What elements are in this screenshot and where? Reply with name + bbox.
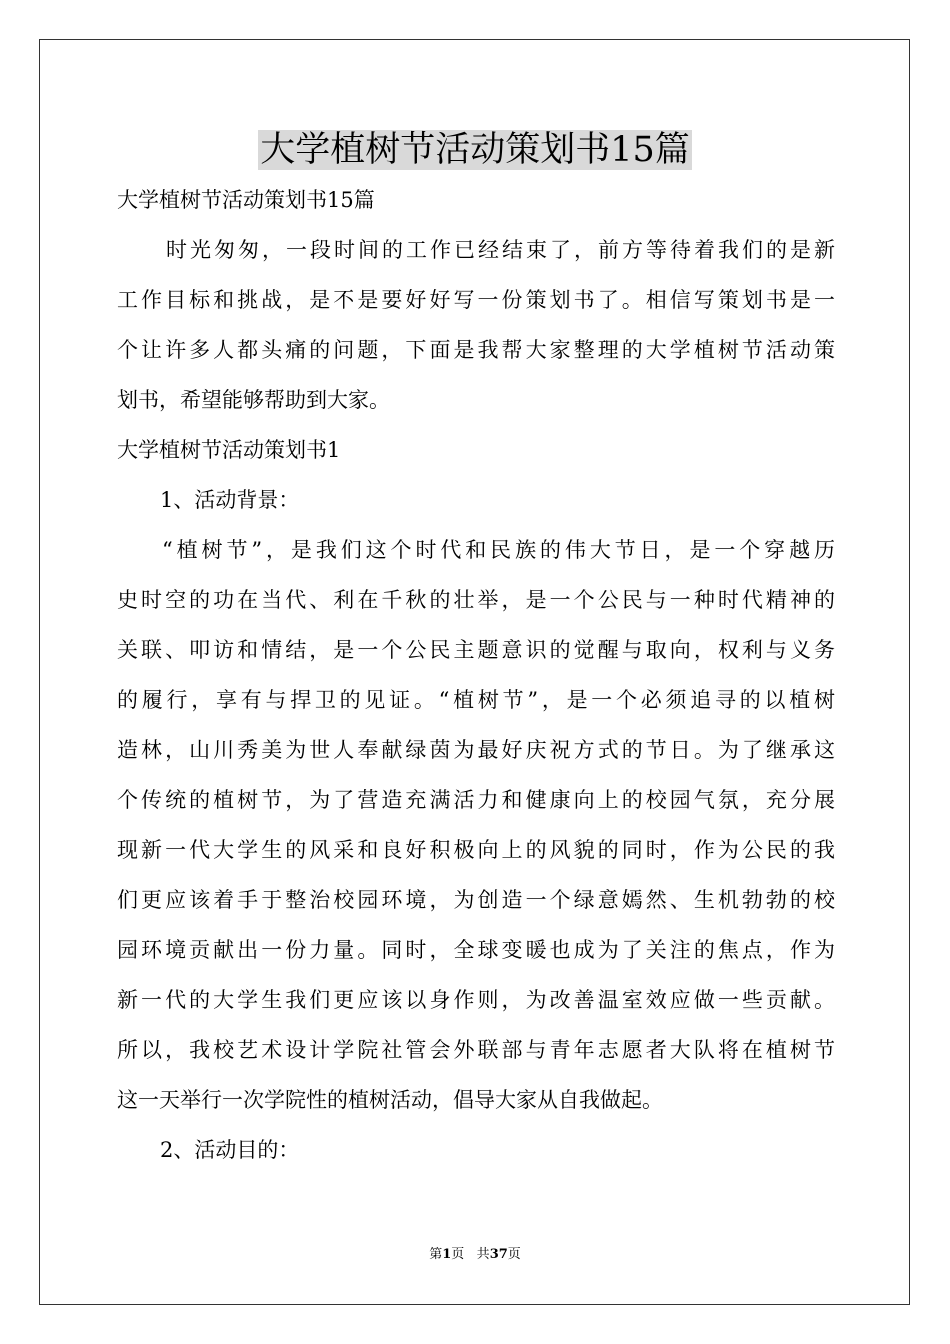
intro-line-4: 划书，希望能够帮助到大家。 xyxy=(117,388,390,412)
intro-line-3: 个让许多人都头痛的问题，下面是我帮大家整理的大学植树节活动策 xyxy=(117,338,835,362)
footer-total-suffix: 页 xyxy=(507,1247,521,1262)
page-footer xyxy=(0,1246,950,1264)
footer-page-prefix: 第 xyxy=(429,1247,443,1262)
body-line-9: 园环境贡献出一份力量。同时，全球变暖也成为了关注的焦点，作为 xyxy=(117,938,835,962)
intro-line-2: 工作目标和挑战，是不是要好好写一份策划书了。相信写策划书是一 xyxy=(117,288,835,312)
document-title xyxy=(0,125,950,175)
footer-total-pages: 37 xyxy=(489,1247,508,1262)
intro-line-1: 时光匆匆，一段时间的工作已经结束了，前方等待着我们的是新 xyxy=(166,238,835,262)
item2-heading: 2、活动目的： xyxy=(160,1138,300,1162)
body-line-7: 现新一代大学生的风采和良好积极向上的风貌的同时，作为公民的我 xyxy=(117,838,835,862)
page-border xyxy=(39,39,910,1305)
body-line-8: 们更应该着手于整治校园环境，为创造一个绿意嫣然、生机勃勃的校 xyxy=(117,888,835,912)
footer-page-number: 1 xyxy=(442,1247,452,1262)
body-line-10: 新一代的大学生我们更应该以身作则，为改善温室效应做一些贡献。 xyxy=(117,988,835,1012)
body-line-2: 史时空的功在当代、利在千秋的壮举，是一个公民与一种时代精神的 xyxy=(117,588,835,612)
footer-page-suffix: 页 xyxy=(451,1247,465,1262)
body-line-6: 个传统的植树节，为了营造充满活力和健康向上的校园气氛，充分展 xyxy=(117,788,835,812)
body-line-4: 的履行，享有与捍卫的见证。“植树节”，是一个必须追寻的以植树 xyxy=(117,688,835,712)
section-heading: 大学植树节活动策划书1 xyxy=(117,438,341,462)
item1-heading: 1、活动背景： xyxy=(160,488,300,512)
document-title-text: 大学植树节活动策划书15篇 xyxy=(260,130,690,170)
footer-total-prefix: 共 xyxy=(476,1247,490,1262)
body-line-5: 造林，山川秀美为世人奉献绿茵为最好庆祝方式的节日。为了继承这 xyxy=(117,738,835,762)
body-line-11: 所以，我校艺术设计学院社管会外联部与青年志愿者大队将在植树节 xyxy=(117,1038,835,1062)
body-line-12: 这一天举行一次学院性的植树活动，倡导大家从自我做起。 xyxy=(117,1088,663,1112)
body-line-3: 关联、叩访和情结，是一个公民主题意识的觉醒与取向，权利与义务 xyxy=(117,638,835,662)
body-line-1: “植树节”，是我们这个时代和民族的伟大节日，是一个穿越历 xyxy=(162,538,835,562)
document-subtitle: 大学植树节活动策划书15篇 xyxy=(117,188,375,212)
